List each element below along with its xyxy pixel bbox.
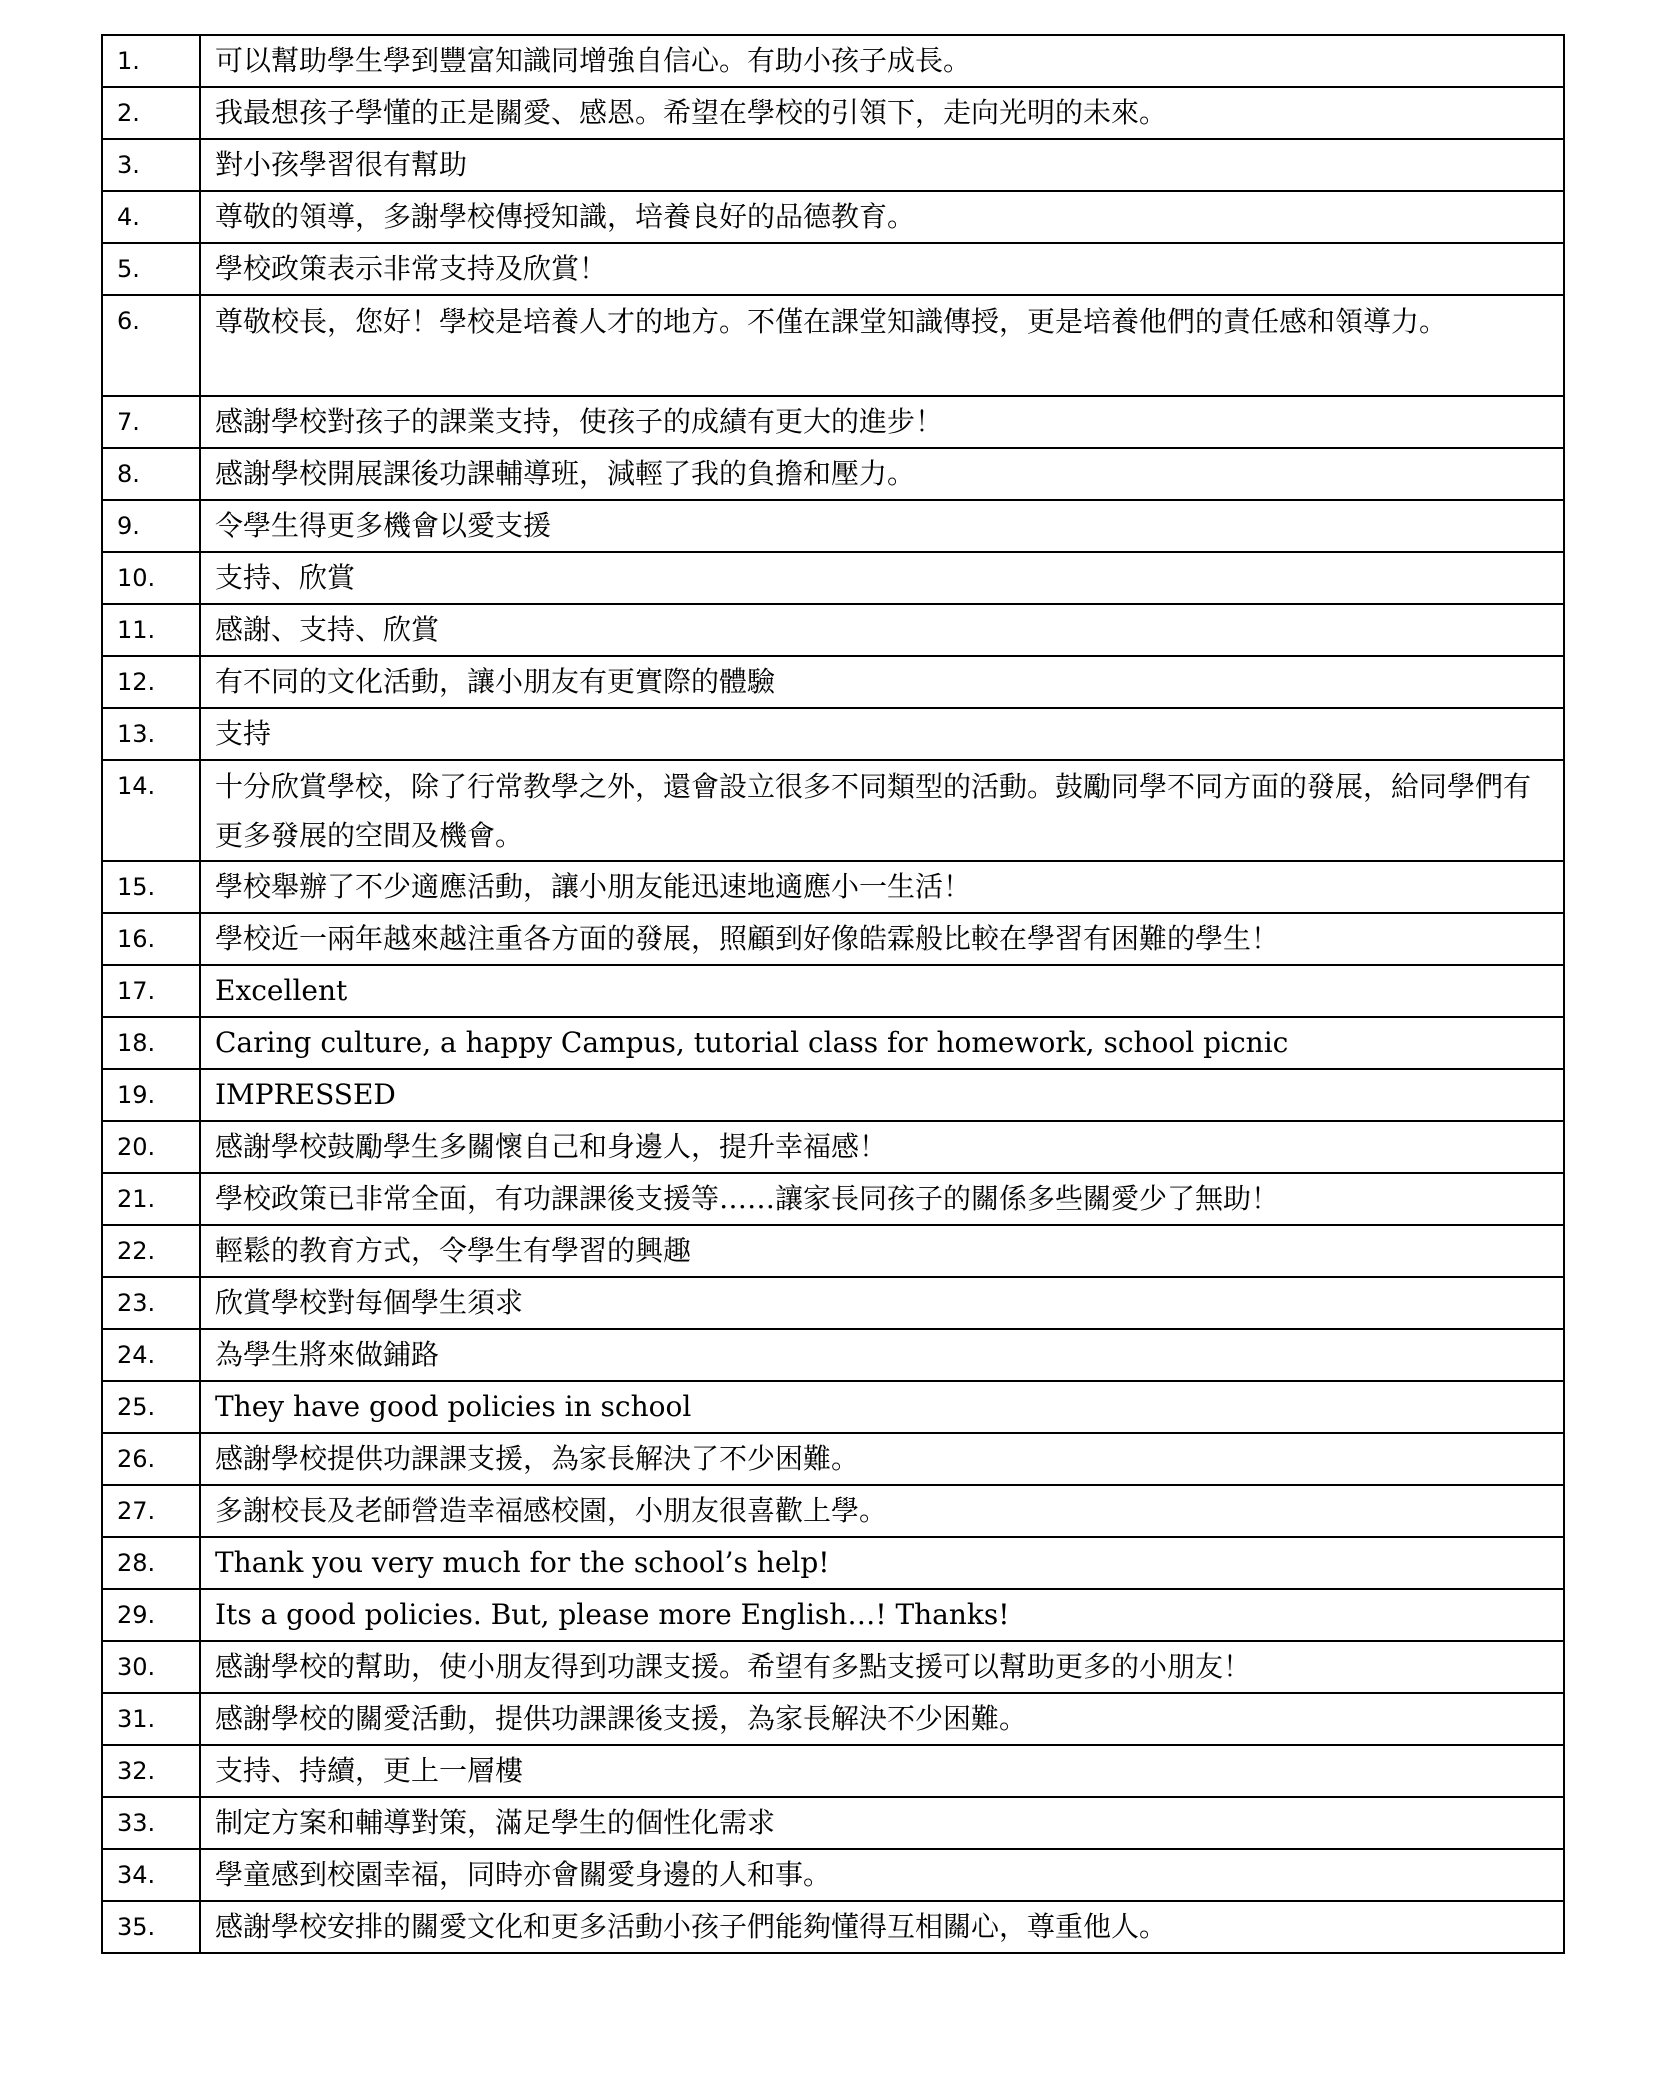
feedback-text: 令學生得更多機會以愛支援: [200, 500, 1564, 552]
row-number: 27.: [102, 1485, 200, 1537]
table-row: [102, 1537, 1564, 1589]
feedback-text: They have good policies in school: [200, 1381, 1564, 1433]
feedback-text: 尊敬的領導，多謝學校傳授知識，培養良好的品德教育。: [200, 191, 1564, 243]
row-number: 30.: [102, 1641, 200, 1693]
table-row: [102, 139, 1564, 191]
row-number: 11.: [102, 604, 200, 656]
table-row: [102, 295, 1564, 396]
feedback-text: 支持: [200, 708, 1564, 760]
table-row: [102, 1381, 1564, 1433]
row-number: 24.: [102, 1329, 200, 1381]
table-row: [102, 1641, 1564, 1693]
table-row: [102, 604, 1564, 656]
feedback-text: 學校政策已非常全面，有功課課後支援等……讓家長同孩子的關係多些關愛少了無助！: [200, 1173, 1564, 1225]
row-number: 4.: [102, 191, 200, 243]
row-number: 33.: [102, 1797, 200, 1849]
table-row: [102, 1693, 1564, 1745]
feedback-text: 學校政策表示非常支持及欣賞！: [200, 243, 1564, 295]
feedback-text: 為學生將來做鋪路: [200, 1329, 1564, 1381]
row-number: 18.: [102, 1017, 200, 1069]
table-row: [102, 1745, 1564, 1797]
table-row: [102, 1017, 1564, 1069]
table-row: [102, 913, 1564, 965]
feedback-text: 感謝學校開展課後功課輔導班，減輕了我的負擔和壓力。: [200, 448, 1564, 500]
table-row: [102, 708, 1564, 760]
table-row: [102, 396, 1564, 448]
table-row: [102, 1901, 1564, 1953]
row-number: 34.: [102, 1849, 200, 1901]
table-row: [102, 1121, 1564, 1173]
feedback-table-body: [102, 35, 1564, 1953]
row-number: 25.: [102, 1381, 200, 1433]
feedback-text: 感謝學校提供功課課支援，為家長解決了不少困難。: [200, 1433, 1564, 1485]
row-number: 14.: [102, 760, 200, 861]
table-row: [102, 1173, 1564, 1225]
table-row: [102, 35, 1564, 87]
row-number: 28.: [102, 1537, 200, 1589]
row-number: 3.: [102, 139, 200, 191]
row-number: 13.: [102, 708, 200, 760]
row-number: 26.: [102, 1433, 200, 1485]
feedback-text: 感謝學校的關愛活動，提供功課課後支援，為家長解決不少困難。: [200, 1693, 1564, 1745]
table-row: [102, 87, 1564, 139]
feedback-text: 十分欣賞學校，除了行常教學之外，還會設立很多不同類型的活動。鼓勵同學不同方面的發展，給同學們有更多發展的空間及機會。: [200, 760, 1564, 861]
table-row: [102, 448, 1564, 500]
feedback-text: 有不同的文化活動，讓小朋友有更實際的體驗: [200, 656, 1564, 708]
row-number: 2.: [102, 87, 200, 139]
feedback-text: 尊敬校長，您好！學校是培養人才的地方。不僅在課堂知識傳授，更是培養他們的責任感和領導力。: [200, 295, 1564, 396]
feedback-text: 輕鬆的教育方式，令學生有學習的興趣: [200, 1225, 1564, 1277]
row-number: 23.: [102, 1277, 200, 1329]
table-row: [102, 965, 1564, 1017]
row-number: 8.: [102, 448, 200, 500]
table-row: [102, 500, 1564, 552]
table-row: [102, 1069, 1564, 1121]
table-row: [102, 1797, 1564, 1849]
feedback-text: 學校近一兩年越來越注重各方面的發展，照顧到好像皓霖般比較在學習有困難的學生！: [200, 913, 1564, 965]
row-number: 29.: [102, 1589, 200, 1641]
row-number: 32.: [102, 1745, 200, 1797]
feedback-text: 多謝校長及老師營造幸福感校園，小朋友很喜歡上學。: [200, 1485, 1564, 1537]
feedback-text: 欣賞學校對每個學生須求: [200, 1277, 1564, 1329]
table-row: [102, 656, 1564, 708]
row-number: 5.: [102, 243, 200, 295]
feedback-text: 制定方案和輔導對策，滿足學生的個性化需求: [200, 1797, 1564, 1849]
feedback-text: 感謝學校的幫助，使小朋友得到功課支援。希望有多點支援可以幫助更多的小朋友！: [200, 1641, 1564, 1693]
table-row: [102, 760, 1564, 861]
row-number: 12.: [102, 656, 200, 708]
table-row: [102, 191, 1564, 243]
feedback-text: Its a good policies. But, please more English…! Thanks!: [200, 1589, 1564, 1641]
table-row: [102, 1849, 1564, 1901]
feedback-text: 我最想孩子學懂的正是關愛、感恩。希望在學校的引領下，走向光明的未來。: [200, 87, 1564, 139]
feedback-text: 可以幫助學生學到豐富知識同增強自信心。有助小孩子成長。: [200, 35, 1564, 87]
row-number: 20.: [102, 1121, 200, 1173]
row-number: 17.: [102, 965, 200, 1017]
table-row: [102, 861, 1564, 913]
feedback-text: 對小孩學習很有幫助: [200, 139, 1564, 191]
row-number: 31.: [102, 1693, 200, 1745]
feedback-text: 感謝學校對孩子的課業支持，使孩子的成績有更大的進步！: [200, 396, 1564, 448]
table-row: [102, 1433, 1564, 1485]
row-number: 16.: [102, 913, 200, 965]
row-number: 9.: [102, 500, 200, 552]
row-number: 22.: [102, 1225, 200, 1277]
row-number: 1.: [102, 35, 200, 87]
table-row: [102, 552, 1564, 604]
row-number: 7.: [102, 396, 200, 448]
row-number: 35.: [102, 1901, 200, 1953]
row-number: 6.: [102, 295, 200, 396]
table-row: [102, 1485, 1564, 1537]
feedback-text: Caring culture, a happy Campus, tutorial class for homework, school picnic: [200, 1017, 1564, 1069]
feedback-text: 支持、欣賞: [200, 552, 1564, 604]
row-number: 19.: [102, 1069, 200, 1121]
feedback-text: 感謝學校鼓勵學生多關懷自己和身邊人，提升幸福感！: [200, 1121, 1564, 1173]
feedback-text: 感謝學校安排的關愛文化和更多活動小孩子們能夠懂得互相關心，尊重他人。: [200, 1901, 1564, 1953]
table-row: [102, 1589, 1564, 1641]
row-number: 10.: [102, 552, 200, 604]
table-row: [102, 1277, 1564, 1329]
row-number: 21.: [102, 1173, 200, 1225]
feedback-text: Thank you very much for the school’s help!: [200, 1537, 1564, 1589]
row-number: 15.: [102, 861, 200, 913]
feedback-text: Excellent: [200, 965, 1564, 1017]
table-row: [102, 243, 1564, 295]
feedback-table: [101, 34, 1565, 1954]
feedback-text: 感謝、支持、欣賞: [200, 604, 1564, 656]
feedback-text: IMPRESSED: [200, 1069, 1564, 1121]
feedback-text: 學校舉辦了不少適應活動，讓小朋友能迅速地適應小一生活！: [200, 861, 1564, 913]
table-row: [102, 1225, 1564, 1277]
table-row: [102, 1329, 1564, 1381]
feedback-text: 學童感到校園幸福，同時亦會關愛身邊的人和事。: [200, 1849, 1564, 1901]
feedback-text: 支持、持續，更上一層樓: [200, 1745, 1564, 1797]
